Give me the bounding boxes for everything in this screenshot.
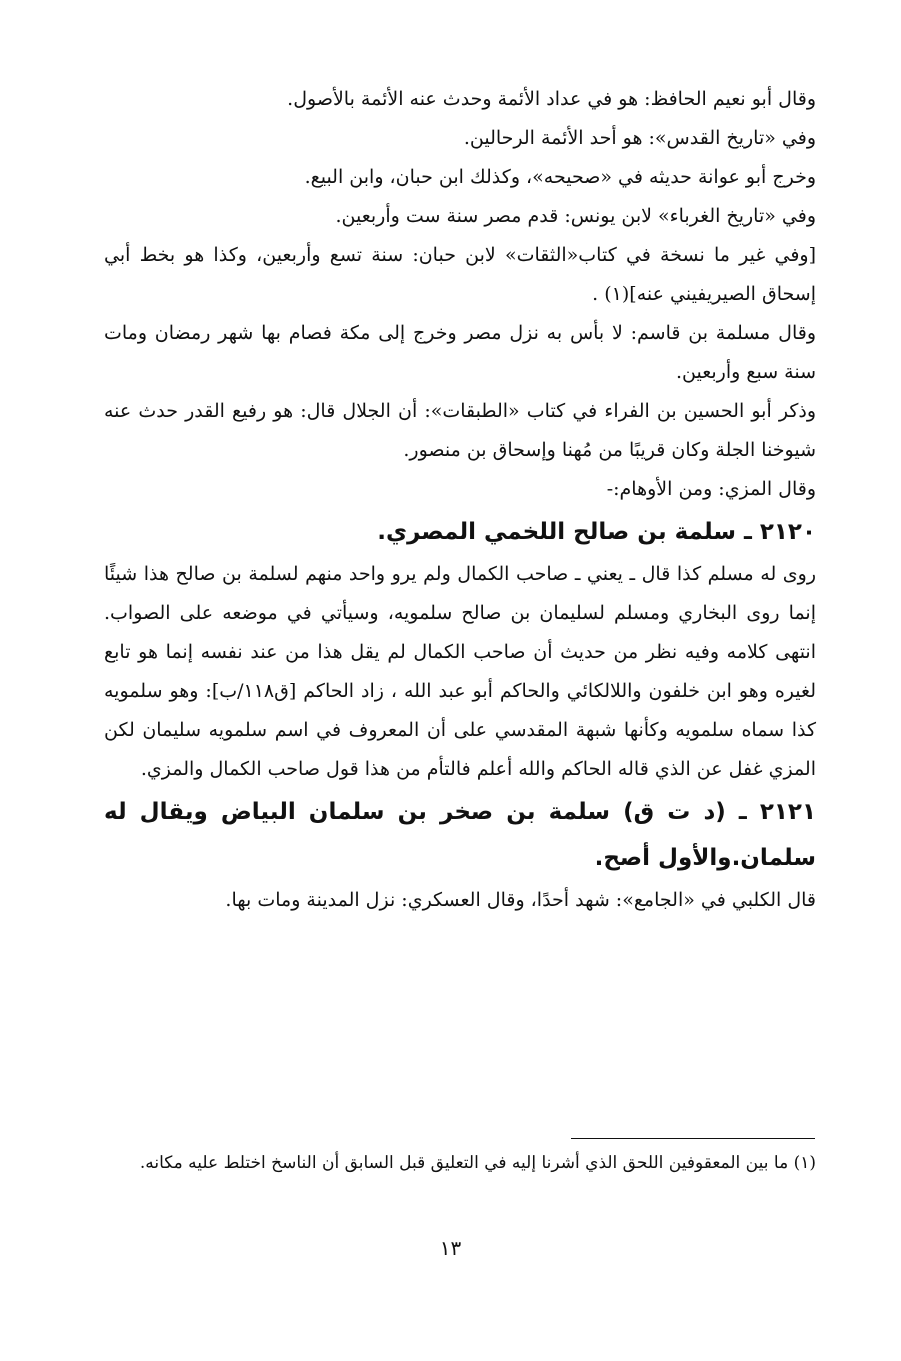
paragraph-al-mizzi: وقال المزي: ومن الأوهام:- [606, 478, 816, 500]
paragraph-tarikh-al-ghuraba: وفي «تاريخ الغرباء» لابن يونس: قدم مصر سنة ست وأربعين. [335, 205, 816, 227]
footnote-divider [571, 1138, 815, 1139]
entry-2120-heading: ٢١٢٠ ـ سلمة بن صالح اللخمي المصري. [377, 519, 816, 545]
paragraph-ibn-al-farra: وذكر أبو الحسين بن الفراء في كتاب «الطبقات»: أن الجلال قال: هو رفيع القدر حدث عنه شيوخنا الجلة وكان قريبًا من مُهنا وإسحاق بن منصور. [104, 400, 816, 461]
paragraph-al-thiqat: [وفي غير ما نسخة في كتاب«الثقات» لابن حبان: سنة تسع وأربعين، وكذا هو بخط أبي إسحاق الصيريفيني عنه](١) . [104, 244, 816, 305]
entry-2121-body: قال الكلبي في «الجامع»: شهد أحدًا، وقال العسكري: نزل المدينة ومات بها. [225, 889, 816, 911]
entry-2121-heading: ٢١٢١ ـ (د ت ق) سلمة بن صخر بن سلمان البياض ويقال له سلمان.والأول أصح. [104, 799, 816, 871]
footnote: (١) ما بين المعقوفين اللحق الذي أشرنا إليه في التعليق قبل السابق أن الناسخ اختلط عليه مكانه. [139, 1153, 816, 1173]
paragraph-abu-nuaym: وقال أبو نعيم الحافظ: هو في عداد الأئمة وحدث عنه الأئمة بالأصول. [287, 88, 816, 110]
entry-2120-body: روى له مسلم كذا قال ـ يعني ـ صاحب الكمال ولم يرو واحد منهم لسلمة بن صالح هذا شيئًا إنما روى البخاري ومسلم لسليمان بن صالح سلمويه، وسيأتي في موضعه على الصواب. انتهى كلامه وفيه نظر من حديث أن صاحب الكمال لم يقل هذا من عند نفسه إنما هو تابع لغيره وهو ابن خلفون واللالكائي والحاكم أبو عبد الله ، زاد الحاكم [ق١١٨/ب]: وهو سلمويه كذا سماه سلمويه وكأنها شبهة المقدسي على أن المعروف في اسم سلمويه سليمان لكن المزي غفل عن الذي قاله الحاكم والله أعلم فالتأم من هذا قول صاحب الكمال والمزي. [104, 563, 816, 780]
paragraph-tarikh-al-quds: وفي «تاريخ القدس»: هو أحد الأئمة الرحالين. [463, 127, 816, 149]
paragraph-abu-awana: وخرج أبو عوانة حديثه في «صحيحه»، وكذلك ابن حبان، وابن البيع. [304, 166, 816, 188]
paragraph-maslama: وقال مسلمة بن قاسم: لا بأس به نزل مصر وخرج إلى مكة فصام بها شهر رمضان ومات سنة سبع وأربعين. [104, 322, 816, 383]
page-body [104, 80, 816, 920]
page-number: ١٣ [439, 1236, 462, 1260]
